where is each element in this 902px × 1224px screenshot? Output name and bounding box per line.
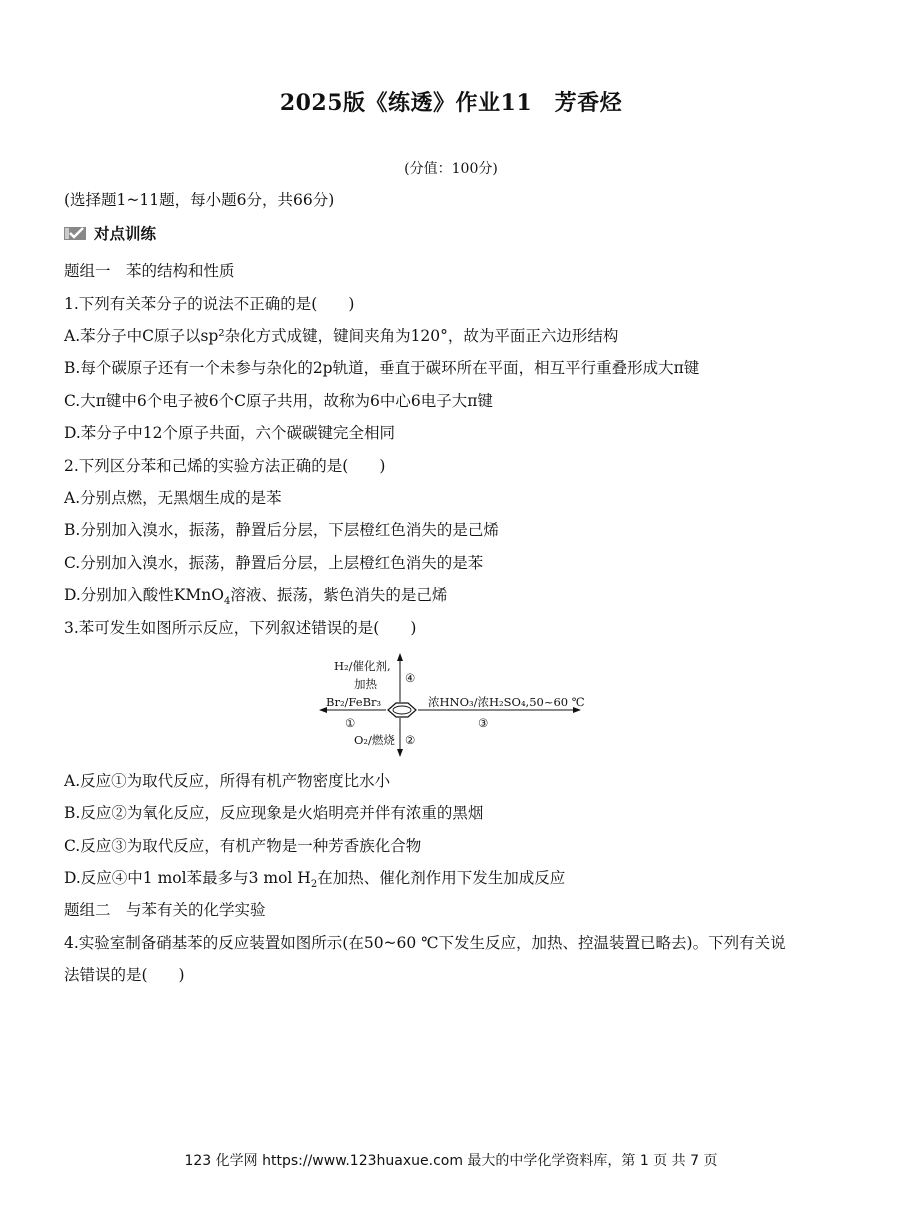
q2-option-d: D.分别加入酸性KMnO$_4$溶液、振荡，紫色消失的是己烯	[64, 586, 448, 608]
left-label: Br₂/FeBr₃	[326, 695, 382, 709]
checkmark-icon	[64, 225, 86, 241]
q1-stem: 1.下列有关苯分子的说法不正确的是( )	[64, 295, 355, 313]
bottom-label: O₂/燃烧	[354, 733, 395, 747]
page-title: 2025版《练透》作业11 芳香烃	[279, 90, 623, 116]
top-label-2: 加热	[354, 677, 377, 691]
benzene-ring-icon	[388, 703, 416, 717]
q2-stem: 2.下列区分苯和己烯的实验方法正确的是( )	[64, 457, 386, 475]
right-label: 浓HNO₃/浓H₂SO₄,50~60 ℃	[428, 695, 585, 709]
q3-stem: 3.苯可发生如图所示反应，下列叙述错误的是( )	[64, 619, 417, 637]
group-heading-1: 题组一 苯的结构和性质	[64, 262, 235, 280]
q1-option-d: D.苯分子中12个原子共面，六个碳碳键完全相同	[64, 424, 396, 442]
top-num: ④	[405, 671, 416, 685]
q2-option-a: A.分别点燃，无黑烟生成的是苯	[64, 489, 282, 507]
page-footer: 123 化学网 https://www.123huaxue.com 最大的中学化学资料库，第 1 页 共 7 页	[184, 1153, 718, 1169]
q2-option-b: B.分别加入溴水，振荡，静置后分层，下层橙红色消失的是己烯	[64, 521, 499, 539]
q3-option-b: B.反应②为氧化反应，反应现象是火焰明亮并伴有浓重的黑烟	[64, 804, 484, 822]
q1-option-b: B.每个碳原子还有一个未参与杂化的2p轨道，垂直于碳环所在平面，相互平行重叠形成大π键	[64, 359, 700, 377]
bottom-num: ②	[405, 733, 416, 747]
score-note: (分值：100分)	[404, 161, 498, 177]
benzene-reaction-diagram	[300, 648, 600, 760]
q3-option-d: D.反应④中1 mol苯最多与3 mol $H_2$在加热、催化剂作用下发生加成反应	[64, 869, 566, 891]
q4-stem-line1: 4.实验室制备硝基苯的反应装置如图所示(在50~60 ℃下发生反应，加热、控温装置已略去)。下列有关说	[64, 934, 786, 952]
top-label-1: H₂/催化剂,	[334, 659, 391, 673]
q3-option-c: C.反应③为取代反应，有机产物是一种芳香族化合物	[64, 837, 422, 855]
group-heading-2: 题组二 与苯有关的化学实验	[64, 901, 266, 919]
q2-option-c: C.分别加入溴水，振荡，静置后分层，上层橙红色消失的是苯	[64, 554, 484, 572]
section-label: 对点训练	[94, 224, 157, 243]
left-num: ①	[345, 716, 356, 730]
q1-option-c: C.大π键中6个电子被6个C原子共用，故称为6中心6电子大π键	[64, 392, 493, 410]
q4-stem-line2: 法错误的是( )	[64, 966, 185, 984]
right-num: ③	[478, 716, 489, 730]
intro-note: (选择题1~11题，每小题6分，共66分)	[64, 191, 335, 209]
q1-option-a: A.苯分子中C原子以sp²杂化方式成键，键间夹角为120°，故为平面正六边形结构	[64, 327, 619, 345]
section-header	[64, 222, 156, 244]
q3-option-a: A.反应①为取代反应，所得有机产物密度比水小	[64, 772, 391, 790]
